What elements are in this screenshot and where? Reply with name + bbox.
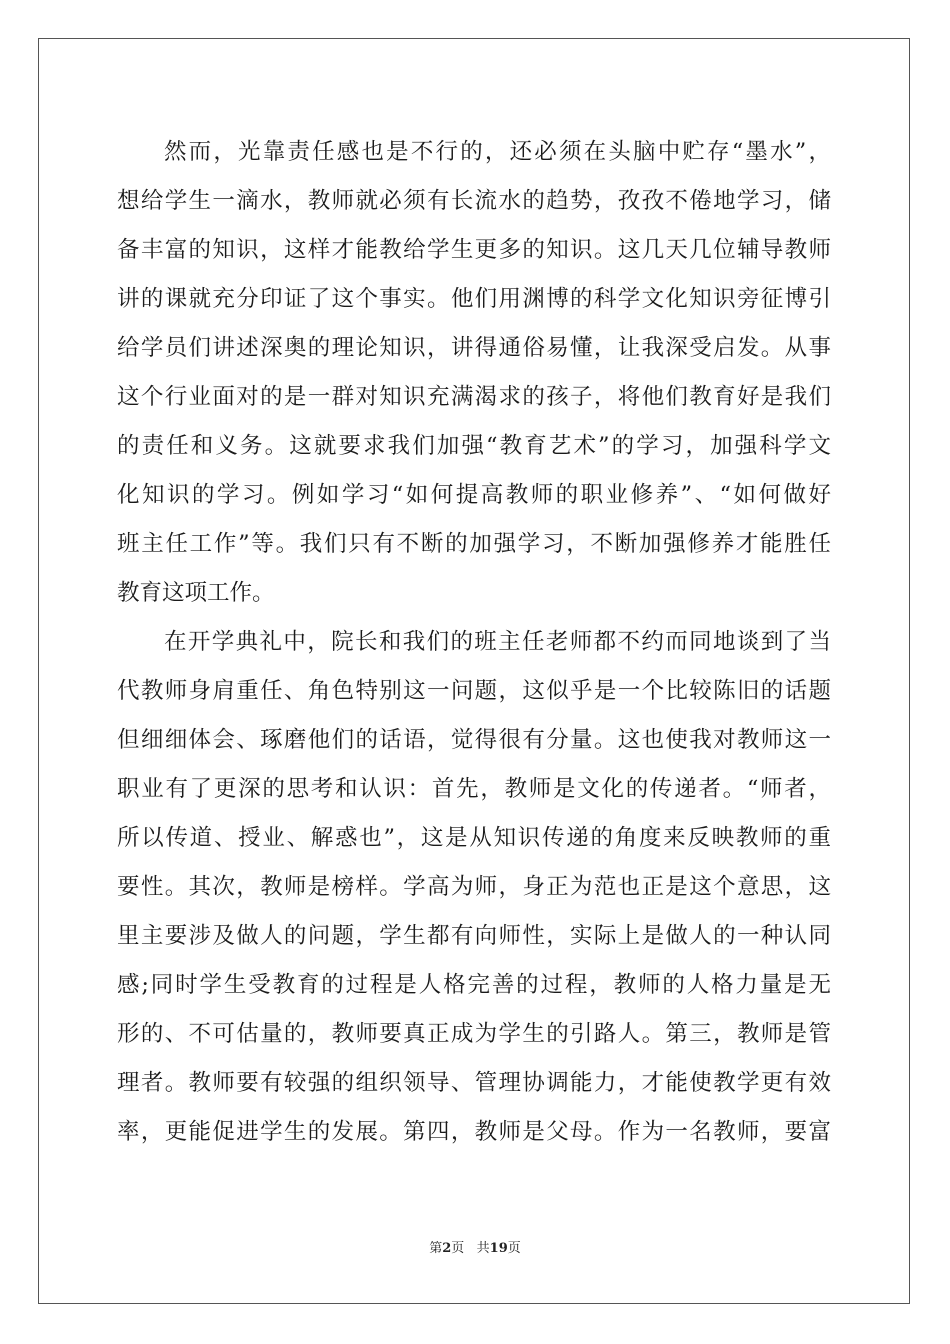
footer-prefix: 第 [429,1241,443,1256]
footer-middle: 页 共 [451,1241,490,1256]
paragraph-2-line-10: 理者。教师要有较强的组织领导、管理协调能力，才能使教学更有效 [117,1070,831,1096]
paragraph-1-line-7: 的责任和义务。这就要求我们加强“教育艺术”的学习，加强科学文 [117,433,831,459]
page-footer [0,1240,950,1258]
footer-suffix: 页 [507,1241,521,1256]
current-page-number: 2 [442,1241,452,1256]
total-pages-number: 19 [489,1241,508,1256]
paragraph-2-line-4: 职业有了更深的思考和认识：首先，教师是文化的传递者。“师者， [117,776,831,802]
paragraph-1-line-5: 给学员们讲述深奥的理论知识，讲得通俗易懂，让我深受启发。从事 [117,335,831,361]
paragraph-1-line-4: 讲的课就充分印证了这个事实。他们用渊博的科学文化知识旁征博引 [117,286,831,312]
paragraph-2-line-7: 里主要涉及做人的问题，学生都有向师性，实际上是做人的一种认同 [117,923,831,949]
paragraph-1-line-9: 班主任工作”等。我们只有不断的加强学习，不断加强修养才能胜任 [117,531,831,557]
paragraph-1-line-6: 这个行业面对的是一群对知识充满渴求的孩子，将他们教育好是我们 [117,384,831,410]
paragraph-2-line-5: 所以传道、授业、解惑也”，这是从知识传递的角度来反映教师的重 [117,825,831,851]
paragraph-2-line-3: 但细细体会、琢磨他们的话语，觉得很有分量。这也使我对教师这一 [117,727,831,753]
paragraph-1-line-2: 想给学生一滴水，教师就必须有长流水的趋势，孜孜不倦地学习，储 [117,188,831,214]
paragraph-1-line-3: 备丰富的知识，这样才能教给学生更多的知识。这几天几位辅导教师 [117,237,831,263]
paragraph-2-line-2: 代教师身肩重任、角色特别这一问题，这似乎是一个比较陈旧的话题 [117,678,831,704]
paragraph-2-line-1: 在开学典礼中，院长和我们的班主任老师都不约而同地谈到了当 [164,629,831,655]
paragraph-1-line-1: 然而，光靠责任感也是不行的，还必须在头脑中贮存“墨水”， [164,139,831,165]
paragraph-2-line-11: 率，更能促进学生的发展。第四，教师是父母。作为一名教师，要富 [117,1119,831,1145]
paragraph-1-line-8: 化知识的学习。例如学习“如何提高教师的职业修养”、“如何做好 [117,482,831,508]
paragraph-2-line-8: 感;同时学生受教育的过程是人格完善的过程，教师的人格力量是无 [117,972,831,998]
paragraph-2-line-6: 要性。其次，教师是榜样。学高为师，身正为范也正是这个意思，这 [117,874,831,900]
paragraph-2-line-9: 形的、不可估量的，教师要真正成为学生的引路人。第三，教师是管 [117,1021,831,1047]
paragraph-1-line-10: 教育这项工作。 [117,580,275,606]
